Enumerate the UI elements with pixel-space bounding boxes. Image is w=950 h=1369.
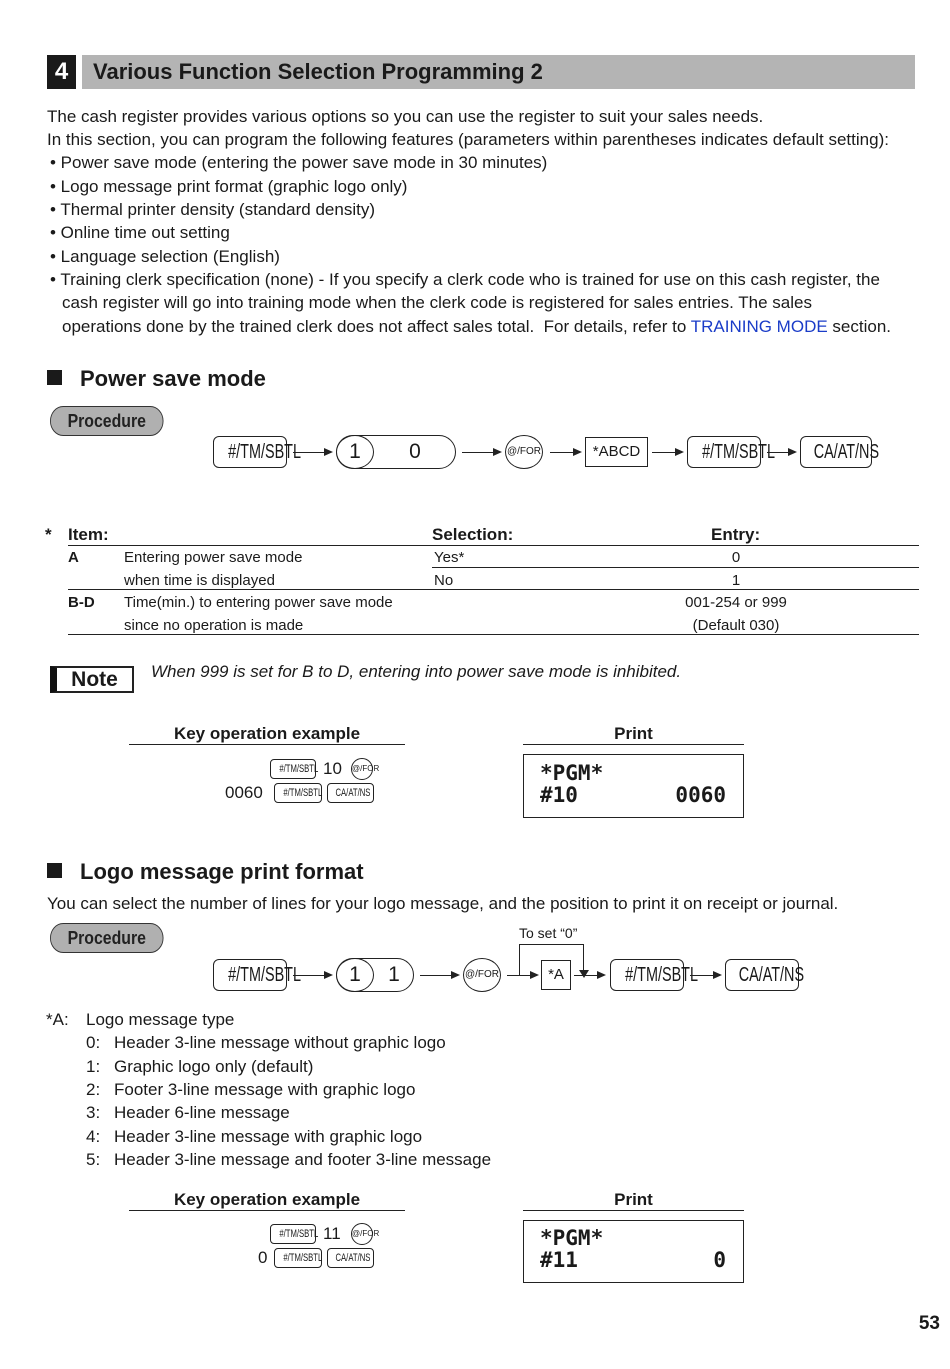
type-text: Graphic logo only (default) xyxy=(114,1057,314,1076)
header-underline xyxy=(129,1210,405,1211)
procedure-label: Procedure xyxy=(50,923,164,953)
header-underline xyxy=(523,744,744,745)
bullet-item: • Language selection (English) xyxy=(50,247,280,266)
type-text: Header 3-line message and footer 3-line message xyxy=(114,1150,492,1169)
print-value: 0 xyxy=(713,1248,726,1272)
table-cell-desc: since no operation is made xyxy=(124,617,304,634)
tm-sbtl-key: #/TM/SBTL xyxy=(270,1224,316,1244)
arrow-icon xyxy=(652,452,682,453)
digit-key-1: 1 xyxy=(336,958,374,992)
entry-number: 10 xyxy=(323,759,342,778)
type-label: *A: xyxy=(46,1010,69,1029)
note-label: Note xyxy=(50,666,134,693)
bullet-item: • Thermal printer density (standard density) xyxy=(50,200,376,219)
type-title: Logo message type xyxy=(86,1010,235,1029)
bullet-item: • Online time out setting xyxy=(50,223,230,242)
tm-sbtl-key: #/TM/SBTL xyxy=(274,783,322,803)
tm-sbtl-key: #/TM/SBTL xyxy=(213,959,287,991)
print-code: #11 xyxy=(540,1248,578,1272)
digit-key-0: 0 xyxy=(409,440,421,463)
type-num: 4: xyxy=(86,1127,101,1146)
a-param-box: *A xyxy=(541,960,571,990)
arrow-icon xyxy=(690,975,720,976)
for-key: @/FOR xyxy=(505,435,543,469)
table-header-entry: Entry: xyxy=(711,525,761,544)
print-title: *PGM* xyxy=(540,1226,604,1250)
print-title: *PGM* xyxy=(540,761,604,785)
tm-sbtl-key: #/TM/SBTL xyxy=(274,1248,322,1268)
print-code: #10 xyxy=(540,783,578,807)
to-set-label: To set “0” xyxy=(519,925,578,941)
key-example-header: Key operation example xyxy=(173,724,361,743)
table-header-selection: Selection: xyxy=(432,525,514,544)
ca-at-ns-key: CA/AT/NS xyxy=(725,959,799,991)
tm-sbtl-key: #/TM/SBTL xyxy=(610,959,684,991)
logo-heading: Logo message print format xyxy=(47,859,364,885)
digit-key-1: 1 xyxy=(388,963,400,986)
note-text: When 999 is set for B to D, entering into power save mode is inhibited. xyxy=(151,662,682,681)
arrow-icon xyxy=(462,452,500,453)
table-divider xyxy=(68,589,919,590)
table-divider xyxy=(68,545,919,546)
page-number: 53 xyxy=(918,1313,940,1334)
print-header: Print xyxy=(614,1190,653,1209)
arrow-icon xyxy=(420,975,458,976)
table-star: * xyxy=(45,525,52,544)
digit-key-1: 1 xyxy=(336,435,374,469)
table-cell-entry: 0 xyxy=(731,549,741,566)
training-mode-link[interactable]: TRAINING MODE xyxy=(690,317,828,336)
arrow-icon xyxy=(550,452,580,453)
bullet-item: • Logo message print format (graphic logo only) xyxy=(50,177,408,196)
bullet-item: • Training clerk specification (none) - If you specify a clerk code who is trained for use on this cash register, the xyxy=(50,270,880,289)
arrow-down-icon xyxy=(579,970,589,978)
table-cell-desc: Time(min.) to entering power save mode xyxy=(124,594,393,611)
table-cell-entry: 1 xyxy=(731,572,741,589)
table-cell-selection: Yes* xyxy=(434,549,465,566)
arrow-icon xyxy=(767,452,795,453)
type-num: 5: xyxy=(86,1150,101,1169)
table-divider xyxy=(432,567,919,568)
print-header: Print xyxy=(614,724,653,743)
header-underline xyxy=(523,1210,744,1211)
table-cell-entry: 001-254 or 999 xyxy=(685,594,787,611)
type-num: 2: xyxy=(86,1080,101,1099)
table-cell-desc: when time is displayed xyxy=(124,572,275,589)
training-continuation-2: operations done by the trained clerk does not affect sales total. For details, refer to TRAINING MODE section. xyxy=(62,317,891,336)
type-num: 3: xyxy=(86,1103,101,1122)
section-number: 4 xyxy=(47,55,76,89)
print-value: 0060 xyxy=(675,783,726,807)
section-title: Various Function Selection Programming 2 xyxy=(93,59,543,84)
arrow-icon xyxy=(574,975,604,976)
tm-sbtl-key: #/TM/SBTL xyxy=(270,759,316,779)
type-text: Footer 3-line message with graphic logo xyxy=(114,1080,416,1099)
bypass-line xyxy=(519,944,520,975)
tm-sbtl-key: #/TM/SBTL xyxy=(687,436,761,468)
logo-description: You can select the number of lines for your logo message, and the position to print it on receipt or journal. xyxy=(47,894,839,913)
intro-line-1: The cash register provides various options so you can use the register to suit your sales needs. xyxy=(47,107,764,126)
for-key: @/FOR xyxy=(351,758,373,780)
procedure-label: Procedure xyxy=(50,406,164,436)
training-continuation: cash register will go into training mode when the clerk code is registered for sales entries. The sales xyxy=(62,293,812,312)
arrow-icon xyxy=(293,452,331,453)
table-divider xyxy=(68,634,919,635)
arrow-icon xyxy=(293,975,331,976)
bullet-item: • Power save mode (entering the power save mode in 30 minutes) xyxy=(50,153,548,172)
bypass-line xyxy=(519,944,584,945)
table-header-item: Item: xyxy=(68,525,109,544)
intro-line-2: In this section, you can program the following features (parameters within parentheses indicates default setting): xyxy=(47,130,889,149)
type-text: Header 3-line message with graphic logo xyxy=(114,1127,423,1146)
ca-at-ns-key: CA/AT/NS xyxy=(327,1248,374,1268)
key-example-header: Key operation example xyxy=(173,1190,361,1209)
header-underline xyxy=(129,744,405,745)
ca-at-ns-key: CA/AT/NS xyxy=(800,436,872,468)
abcd-param-box: *ABCD xyxy=(585,437,648,467)
table-cell-code: A xyxy=(68,549,79,566)
for-key: @/FOR xyxy=(463,958,501,992)
entry-number: 11 xyxy=(323,1224,341,1243)
table-cell-entry: (Default 030) xyxy=(692,617,780,634)
tm-sbtl-key: #/TM/SBTL xyxy=(213,436,287,468)
table-cell-desc: Entering power save mode xyxy=(124,549,303,566)
ca-at-ns-key: CA/AT/NS xyxy=(327,783,374,803)
type-text: Header 6-line message xyxy=(114,1103,290,1122)
type-text: Header 3-line message without graphic logo xyxy=(114,1033,446,1052)
entry-number: 0060 xyxy=(225,783,263,802)
entry-number: 0 xyxy=(258,1248,268,1267)
power-save-heading: Power save mode xyxy=(47,366,266,392)
square-bullet-icon xyxy=(47,863,62,878)
table-cell-code: B-D xyxy=(68,594,95,611)
arrow-icon xyxy=(507,975,537,976)
table-cell-selection: No xyxy=(434,572,454,589)
type-num: 0: xyxy=(86,1033,101,1052)
for-key: @/FOR xyxy=(351,1223,373,1245)
type-num: 1: xyxy=(86,1057,101,1076)
square-bullet-icon xyxy=(47,370,62,385)
